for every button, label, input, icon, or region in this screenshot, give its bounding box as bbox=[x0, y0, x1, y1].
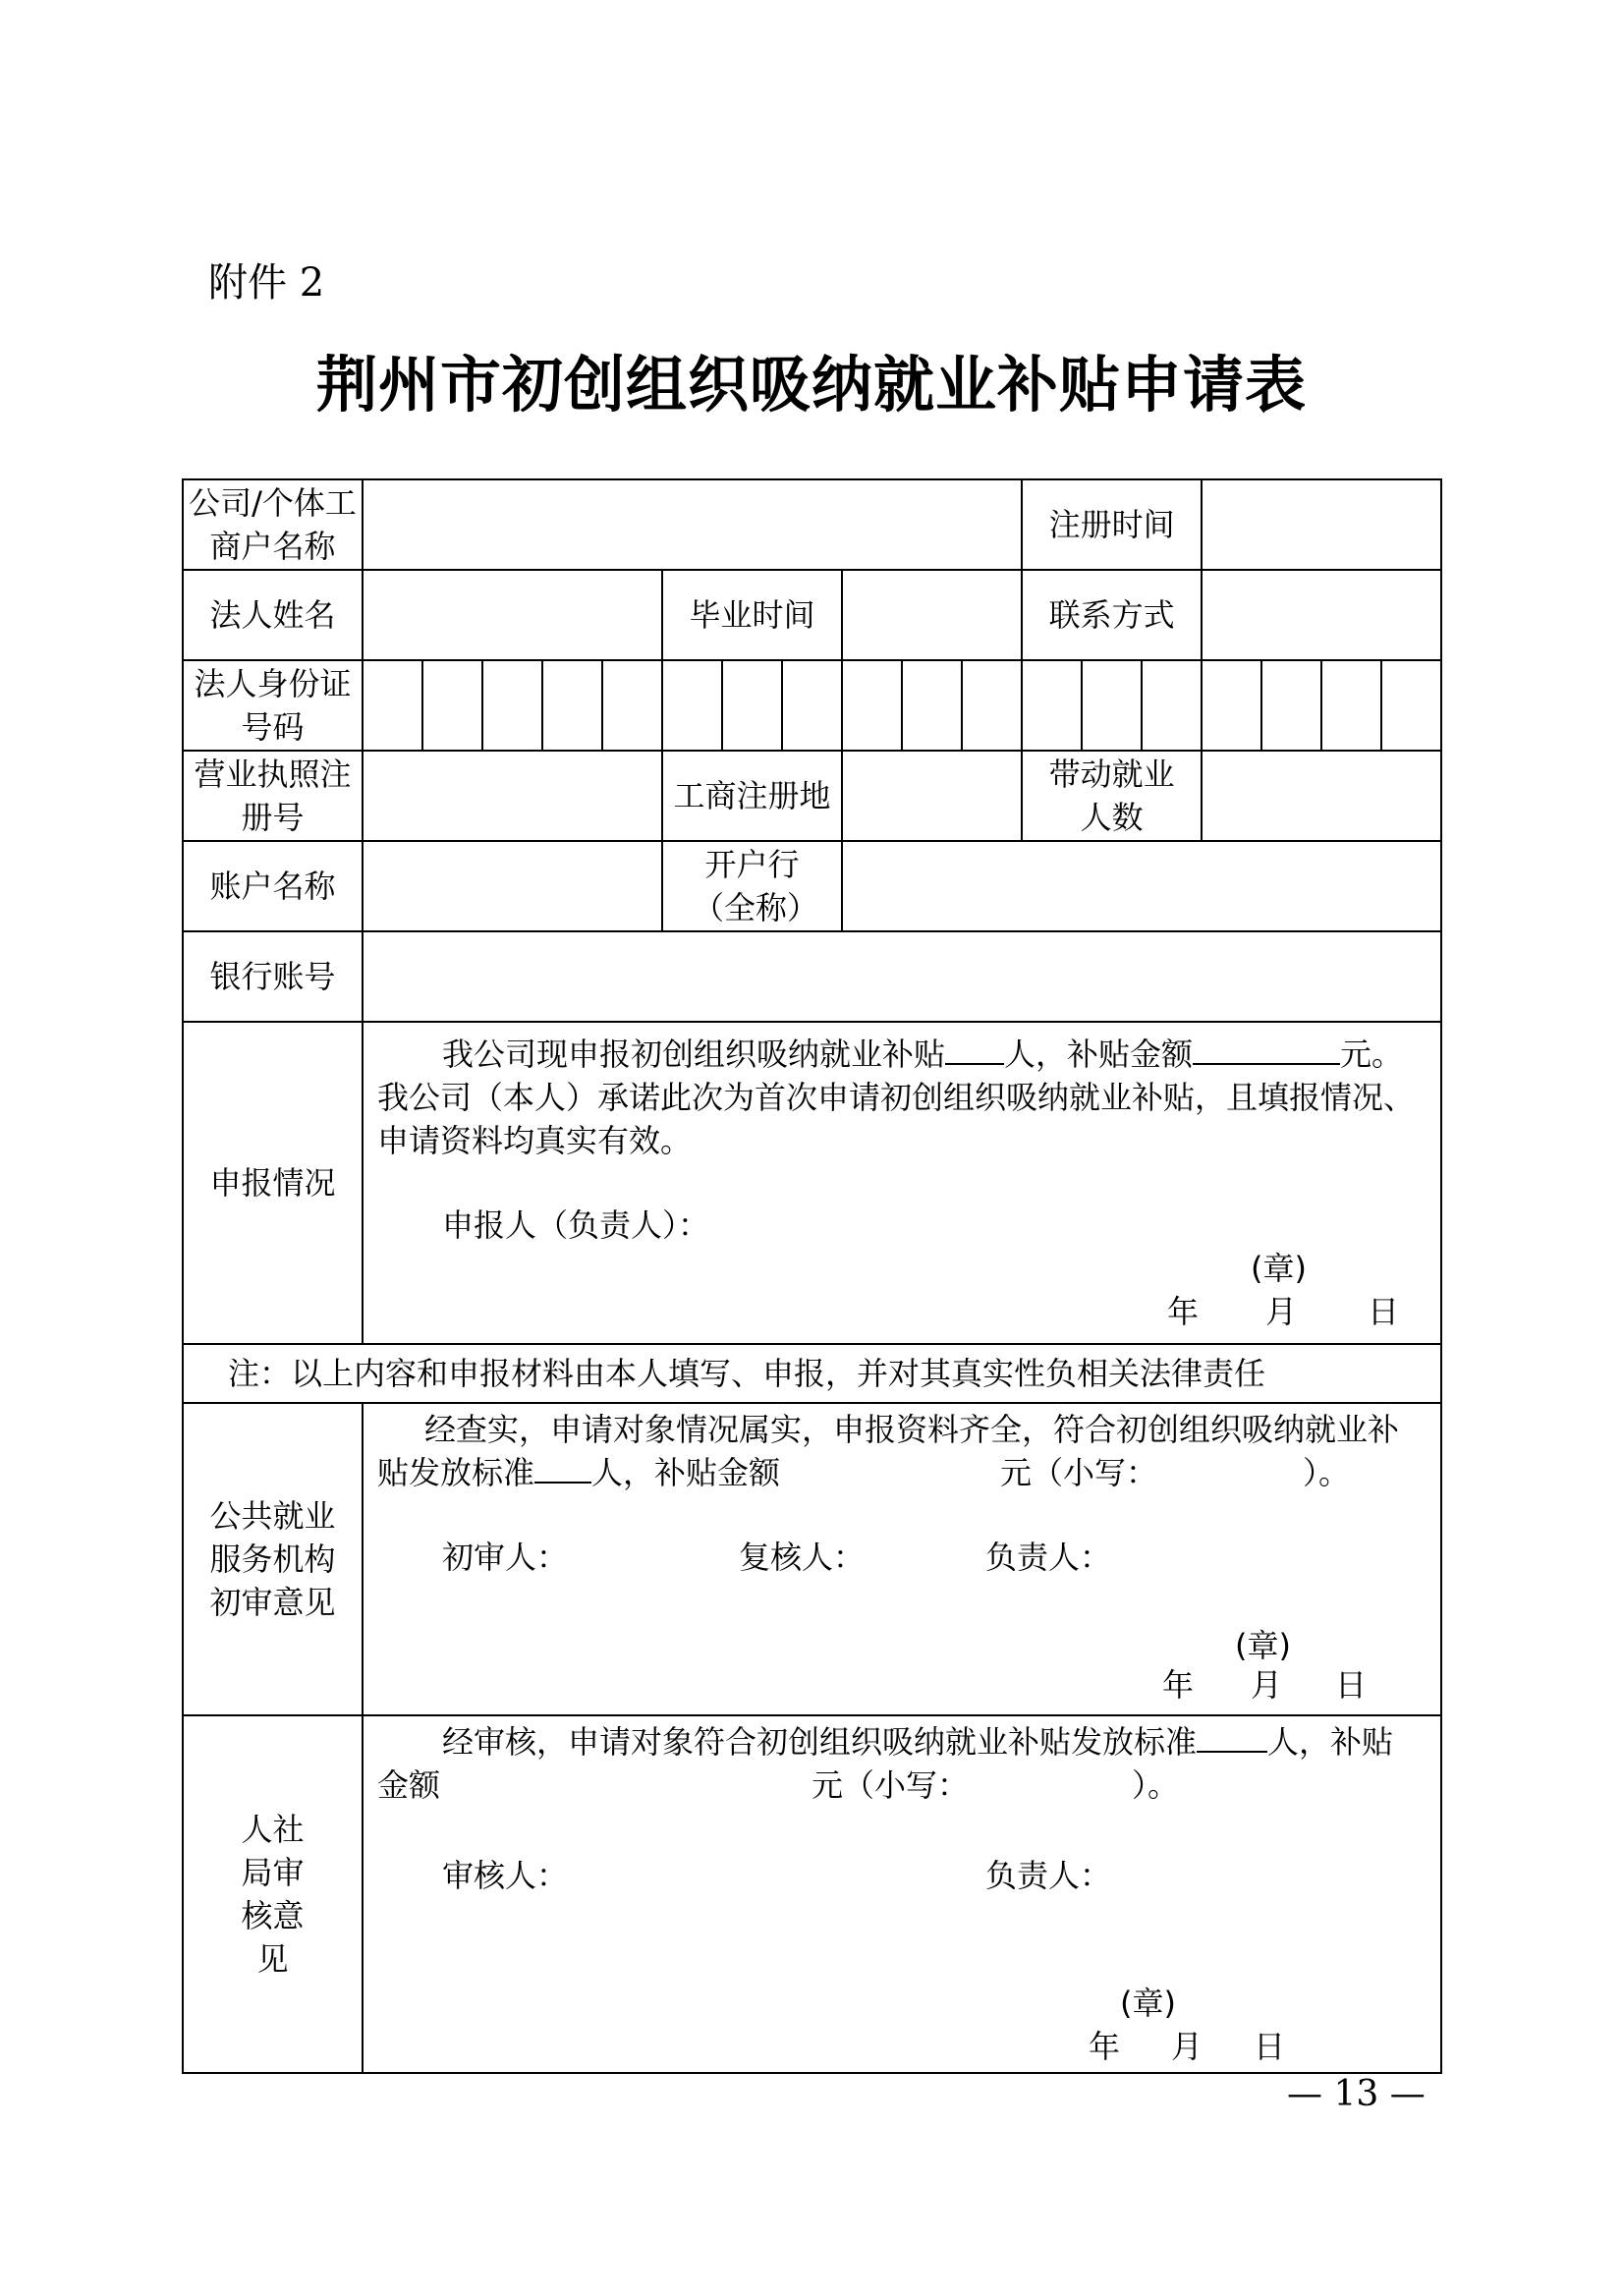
registration-time-label: 注册时间 bbox=[1022, 479, 1202, 570]
id-digit-box[interactable] bbox=[1082, 660, 1142, 751]
day-label: 日 bbox=[1368, 1293, 1400, 1330]
contact-label: 联系方式 bbox=[1022, 570, 1202, 660]
employment-count-field[interactable] bbox=[1202, 751, 1441, 841]
id-digit-box[interactable] bbox=[542, 660, 602, 751]
business-license-label: 营业执照注册号 bbox=[183, 751, 363, 841]
hr-bureau-text: 金额 bbox=[377, 1766, 441, 1804]
company-name-label: 公司/个体工商户名称 bbox=[183, 479, 363, 570]
month-label: 月 bbox=[1265, 1293, 1298, 1330]
id-digit-box[interactable] bbox=[842, 660, 902, 751]
persons-blank[interactable] bbox=[945, 1034, 1004, 1065]
form-title: 荆州市初创组织吸纳就业补贴申请表 bbox=[315, 349, 1307, 420]
hr-bureau-text: ）。 bbox=[1132, 1766, 1180, 1804]
company-name-field[interactable] bbox=[363, 479, 1022, 570]
persons-blank[interactable] bbox=[1197, 1721, 1267, 1753]
hr-bureau-line-1 bbox=[377, 1720, 1427, 1764]
table-row bbox=[183, 570, 1502, 660]
hr-bureau-label: 人社局审核意见 bbox=[183, 1715, 363, 2073]
id-digit-box[interactable] bbox=[1381, 660, 1441, 751]
id-digit-box[interactable] bbox=[422, 660, 482, 751]
hr-bureau-section bbox=[363, 1715, 1441, 2073]
bank-field[interactable] bbox=[842, 841, 1441, 931]
applicant-label: 申报人（负责人）： bbox=[442, 1206, 710, 1244]
year-label: 年 bbox=[1162, 1666, 1195, 1704]
public-service-line-1: 经查实，申请对象情况属实，申报资料齐全，符合初创组织吸纳就业补 bbox=[424, 1411, 1400, 1448]
registration-time-field[interactable] bbox=[1202, 479, 1441, 570]
id-digit-box[interactable] bbox=[722, 660, 782, 751]
seal-label: (章) bbox=[1251, 1250, 1307, 1287]
amount-blank[interactable] bbox=[1193, 1034, 1340, 1065]
id-digit-box[interactable] bbox=[782, 660, 842, 751]
business-license-field[interactable] bbox=[363, 751, 662, 841]
reviewer-label: 审核人： bbox=[442, 1857, 569, 1894]
seal-label: (章) bbox=[1235, 1627, 1291, 1664]
public-service-text: ）。 bbox=[1303, 1454, 1351, 1491]
id-digit-box[interactable] bbox=[1142, 660, 1202, 751]
legal-person-id-label: 法人身份证号码 bbox=[183, 660, 363, 751]
day-label: 日 bbox=[1254, 2028, 1286, 2065]
account-name-field[interactable] bbox=[363, 841, 662, 931]
id-digit-box[interactable] bbox=[662, 660, 722, 751]
id-digit-box[interactable] bbox=[962, 660, 1022, 751]
public-service-text: 元（小写： bbox=[1000, 1454, 1158, 1491]
table-row bbox=[183, 1022, 1502, 1344]
legal-person-name-field[interactable] bbox=[363, 570, 662, 660]
public-service-label: 公共就业服务机构初审意见 bbox=[183, 1403, 363, 1715]
hr-bureau-text: 经审核，申请对象符合初创组织吸纳就业补贴发放标准 bbox=[442, 1723, 1198, 1761]
public-service-line-2 bbox=[377, 1451, 1427, 1494]
id-digit-box[interactable] bbox=[1261, 660, 1321, 751]
bank-label: 开户行（全称） bbox=[662, 841, 842, 931]
table-row bbox=[183, 841, 1502, 931]
public-service-text: 贴发放标准 bbox=[377, 1454, 535, 1491]
attachment-label: 附件 2 bbox=[208, 260, 325, 306]
id-digit-box[interactable] bbox=[1321, 660, 1381, 751]
persons-blank[interactable] bbox=[534, 1452, 591, 1484]
graduation-time-field[interactable] bbox=[842, 570, 1022, 660]
table-row bbox=[183, 1403, 1502, 1715]
table-row bbox=[183, 1715, 1502, 2073]
id-digit-box[interactable] bbox=[902, 660, 962, 751]
responsibility-note: 注：以上内容和申报材料由本人填写、申报，并对其真实性负相关法律责任 bbox=[183, 1344, 1441, 1403]
declaration-section bbox=[363, 1022, 1441, 1344]
seal-label: (章) bbox=[1120, 1985, 1176, 2022]
rechecker-label: 复核人： bbox=[739, 1539, 866, 1576]
public-service-section bbox=[363, 1403, 1441, 1715]
id-digit-box[interactable] bbox=[363, 660, 422, 751]
person-in-charge-label: 负责人： bbox=[985, 1857, 1112, 1894]
table-row bbox=[183, 751, 1502, 841]
declaration-line-2: 我公司（本人）承诺此次为首次申请初创组织吸纳就业补贴，且填报情况、 bbox=[377, 1079, 1416, 1116]
table-row bbox=[183, 479, 1502, 570]
first-reviewer-label: 初审人： bbox=[442, 1539, 569, 1576]
declaration-line-3: 申请资料均真实有效。 bbox=[377, 1122, 693, 1159]
day-label: 日 bbox=[1335, 1666, 1368, 1704]
bank-account-field[interactable] bbox=[363, 931, 1441, 1022]
year-label: 年 bbox=[1167, 1293, 1200, 1330]
id-digit-box[interactable] bbox=[602, 660, 662, 751]
application-form-table bbox=[182, 478, 1503, 2074]
legal-person-name-label: 法人姓名 bbox=[183, 570, 363, 660]
id-digit-box[interactable] bbox=[1022, 660, 1082, 751]
table-row bbox=[183, 1344, 1502, 1403]
declaration-text: 元。 bbox=[1340, 1036, 1404, 1073]
hr-bureau-line-2 bbox=[377, 1764, 1427, 1807]
id-digit-box[interactable] bbox=[1202, 660, 1261, 751]
public-service-text: 人，补贴金额 bbox=[591, 1454, 781, 1491]
declaration-label: 申报情况 bbox=[183, 1022, 363, 1344]
month-label: 月 bbox=[1251, 1666, 1283, 1704]
employment-count-label: 带动就业人数 bbox=[1022, 751, 1202, 841]
hr-bureau-text: 元（小写： bbox=[812, 1766, 970, 1804]
page-number: — 13 — bbox=[1287, 2074, 1426, 2114]
table-row bbox=[183, 660, 1502, 751]
account-name-label: 账户名称 bbox=[183, 841, 363, 931]
year-label: 年 bbox=[1089, 2028, 1121, 2065]
month-label: 月 bbox=[1171, 2028, 1203, 2065]
declaration-text: 人，补贴金额 bbox=[1004, 1036, 1194, 1073]
graduation-time-label: 毕业时间 bbox=[662, 570, 842, 660]
bank-account-label: 银行账号 bbox=[183, 931, 363, 1022]
business-registration-place-field[interactable] bbox=[842, 751, 1022, 841]
declaration-line-1 bbox=[377, 1033, 1427, 1076]
contact-field[interactable] bbox=[1202, 570, 1441, 660]
person-in-charge-label: 负责人： bbox=[985, 1539, 1112, 1576]
business-registration-place-label: 工商注册地 bbox=[662, 751, 842, 841]
hr-bureau-text: 人，补贴 bbox=[1267, 1723, 1394, 1761]
id-digit-box[interactable] bbox=[482, 660, 542, 751]
declaration-text: 我公司现申报初创组织吸纳就业补贴 bbox=[442, 1036, 946, 1073]
table-row bbox=[183, 931, 1502, 1022]
